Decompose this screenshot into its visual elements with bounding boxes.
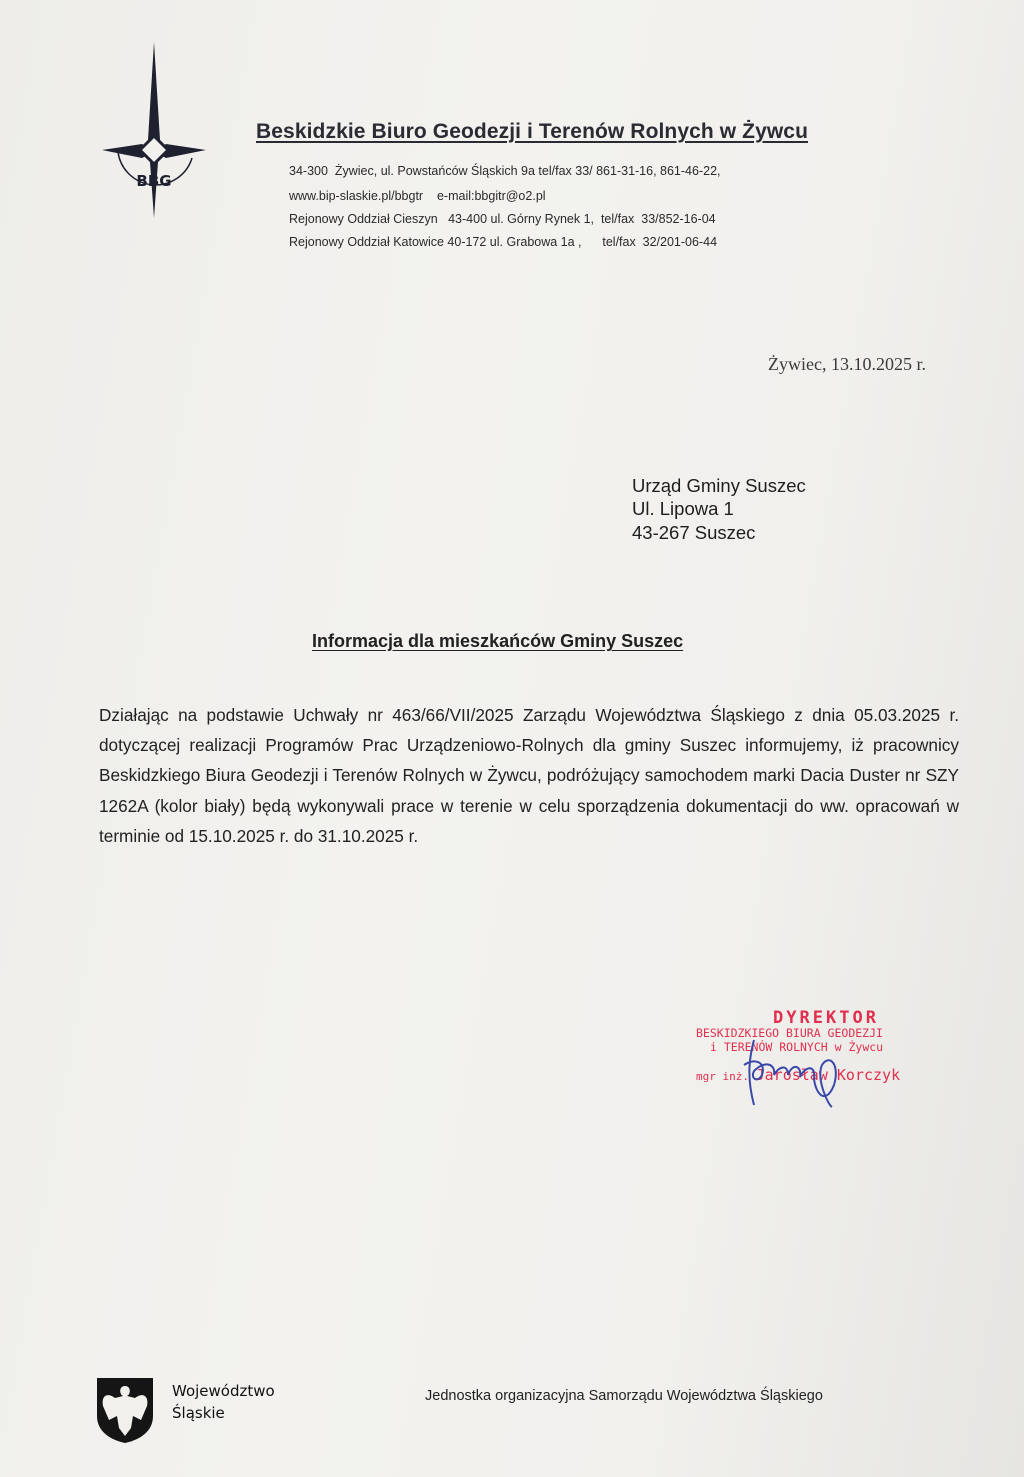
- region-name: [172, 1380, 275, 1424]
- recipient-line: 43-267 Suszec: [632, 522, 756, 543]
- recipient-line: Urząd Gminy Suszec: [632, 475, 806, 496]
- region-name-line: Województwo: [172, 1382, 275, 1400]
- letter-date: Żywiec, 13.10.2025 r.: [768, 354, 926, 374]
- eagle-crest-icon: [95, 1376, 155, 1444]
- compass-star-logo-icon: [98, 40, 210, 220]
- stamp-title: DYREKTOR: [773, 1008, 879, 1028]
- handwritten-signature-icon: [736, 1035, 866, 1110]
- contact-line: 34-300 Żywiec, ul. Powstańców Śląskich 9a tel/fax 33/ 861-31-16, 861-46-22,: [289, 164, 721, 178]
- signature: [736, 1035, 866, 1110]
- recipient-line: Ul. Lipowa 1: [632, 498, 734, 519]
- organization-title: Beskidzkie Biuro Geodezji i Terenów Rolnych w Żywcu: [256, 120, 808, 143]
- letter-subject: Informacja dla mieszkańców Gminy Suszec: [312, 631, 684, 651]
- region-name-line: Śląskie: [172, 1404, 225, 1422]
- contact-line: www.bip-slaskie.pl/bbgtr e-mail:bbgitr@o2.pl: [289, 189, 546, 203]
- stamp-line: i TERENÓW ROLNYCH w Żywcu: [710, 1040, 884, 1054]
- silesia-crest: [95, 1376, 155, 1444]
- stamp-prefix: mgr inż.: [696, 1070, 749, 1083]
- contact-line: Rejonowy Oddział Katowice 40-172 ul. Grabowa 1a , tel/fax 32/201-06-44: [289, 235, 718, 249]
- logo-text: BBG: [136, 172, 172, 190]
- footer-note: Jednostka organizacyjna Samorządu Województwa Śląskiego: [425, 1388, 823, 1404]
- letter-body: Działając na podstawie Uchwały nr 463/66/VII/2025 Zarządu Województwa Śląskiego z dnia 05.03.2025 r. dotyczącej realizacji Programów Prac Urządzeniowo-Rolnych dla gminy Suszec informujemy, iż pracownicy Beskidzkiego Biura Geodezji i Terenów Rolnych w Żywcu, podróżujący samochodem marki Dacia Duster nr SZY 1262A (kolor biały) będą wykonywali prace w terenie w celu sporządzenia dokumentacji do ww. opracowań w terminie od 15.10.2025 r. do 31.10.2025 r.: [99, 705, 959, 846]
- bbg-logo: [98, 40, 210, 220]
- stamp-line: BESKIDZKIEGO BIURA GEODEZJI: [696, 1026, 883, 1040]
- stamp-name: Jarosław Korczyk: [755, 1066, 901, 1084]
- contact-line: Rejonowy Oddział Cieszyn 43-400 ul. Górny Rynek 1, tel/fax 33/852-16-04: [289, 212, 716, 226]
